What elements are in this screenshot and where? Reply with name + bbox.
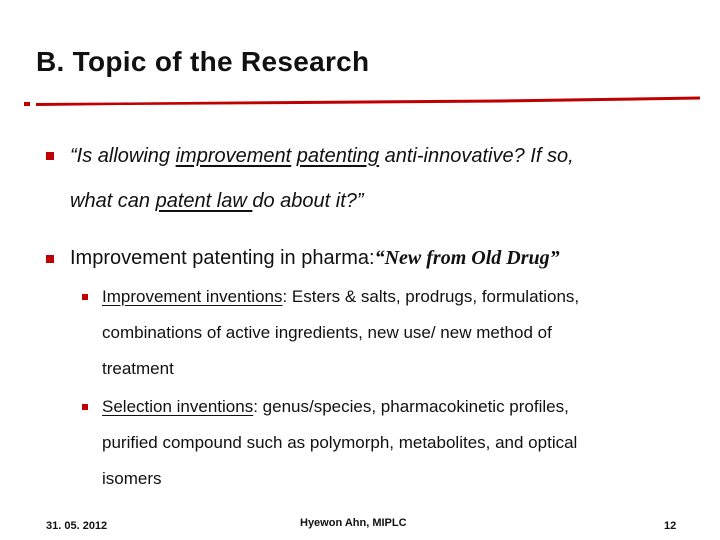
sub2-text: : genus/species, pharmacokinetic profiles, [253,397,569,416]
bullet1-text-rest: do about it?” [252,190,364,212]
sub1-text: : Esters & salts, prodrugs, formulations, [282,287,580,306]
footer-author: Hyewon Ahn, MIPLC [300,517,407,529]
sub1-line1 [102,287,579,307]
sub2-line1 [102,397,569,417]
bullet-marker [46,255,54,263]
sub1-line2: combinations of active ingredients, new use/ new method of [102,323,552,342]
footer-date: 31. 05. 2012 [46,520,108,532]
bullet1-text-rest: anti-innovative? If so, [379,145,574,167]
sub2-line2: purified compound such as polymorph, metabolites, and optical [102,433,578,452]
sub-bullet-marker [82,294,88,300]
slide-title: B. Topic of the Research [36,46,370,77]
bullet2-line [70,247,560,270]
bullet-marker [46,152,54,160]
sub2-label: Selection inventions [102,397,254,416]
bullet1-underlined-patent-law: patent law [155,190,253,212]
bullet1-line2 [70,190,364,213]
bullet1-underlined-improvement: improvement [175,145,292,167]
bullet1-text: “Is allowing [70,145,176,167]
bullet1-underlined-patenting: patenting [296,145,380,167]
sub-bullet-marker [82,404,88,410]
title-underline-rule [0,88,720,112]
bullet2-emphasis: “New from Old Drug” [374,247,560,269]
bullet1-line1 [70,145,574,168]
footer-page-number: 12 [664,520,677,532]
sub2-line3: isomers [102,469,162,488]
sub1-line3: treatment [102,359,174,378]
bullet1-text: what can [70,190,156,212]
sub1-label: Improvement inventions [102,287,283,306]
bullet2-text: Improvement patenting in pharma: [70,247,375,269]
